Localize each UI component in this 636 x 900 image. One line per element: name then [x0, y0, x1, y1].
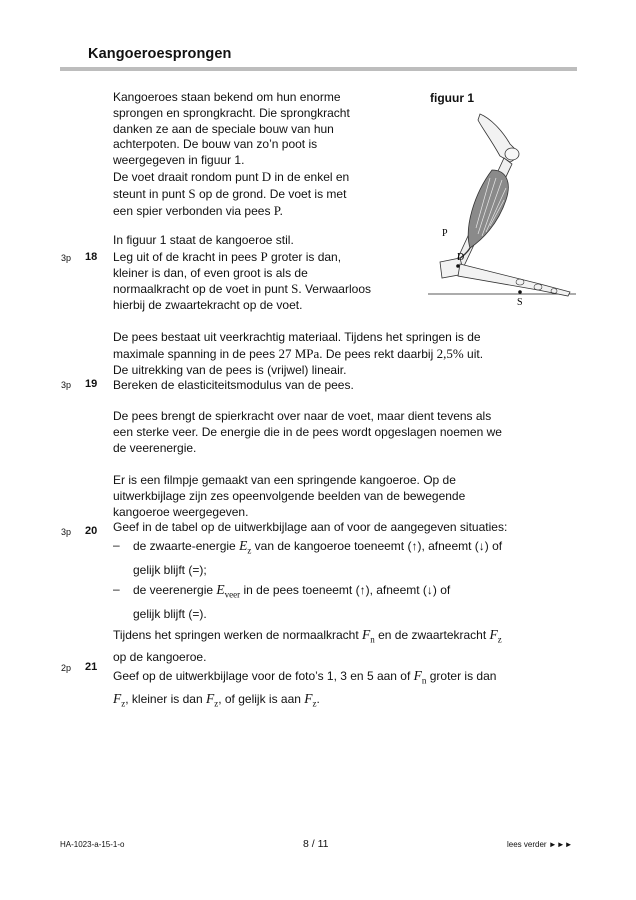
label-s: S — [517, 297, 523, 308]
q18-number: 18 — [85, 251, 98, 263]
q20-bullet: – de zwaarte-energie $E_z$ van de kangoeroe toeneemt (↑), afneemt (↓) of gelijk blijft (=); — [113, 538, 503, 577]
q20-lead: kangoeroe weergegeven. — [113, 504, 249, 519]
q20-lead: Er is een filmpje gemaakt van een springende kangoeroe. Op de — [113, 473, 456, 487]
q21-question: Geef op de uitwerkbijlage voor de foto’s 1, 3 en 5 aan of $F_n$ groter is dan — [113, 667, 497, 686]
footer-code: HA-1023-a-15-1-o — [60, 840, 125, 849]
intro-line: een spier verbonden via pees P. — [113, 202, 283, 218]
q20-number: 20 — [85, 525, 98, 537]
intro-line: Kangoeroes staan bekend om hun enorme — [113, 90, 341, 104]
intro-line: achterpoten. De bouw van zo’n poot is — [113, 137, 318, 152]
q18-points: 3p — [61, 253, 72, 263]
energy-paragraph — [113, 409, 502, 456]
q21-question: $F_z$, kleiner is dan $F_z$, of gelijk is aan $F_z$. — [113, 690, 320, 709]
page-title: Kangoeroesprongen — [88, 46, 232, 62]
intro-line: danken ze aan de speciale bouw van hun — [113, 121, 334, 136]
q21-number: 21 — [85, 661, 98, 673]
q20-bullet: – de veerenergie $E_{veer}$ in de pees toeneemt (↑), afneemt (↓) of gelijk blijft (=). — [113, 581, 451, 621]
intro-line: De voet draait rondom punt D in de enkel en — [113, 168, 350, 184]
figure-label: figuur 1 — [430, 91, 474, 105]
support-point-s — [518, 290, 522, 294]
title-divider — [60, 67, 577, 71]
intro-line: steunt in punt S op de grond. De voet is met — [113, 185, 347, 201]
intro-line: sprongen en sprongkracht. Die sprongkracht — [113, 105, 350, 120]
q19-line: De uitrekking van de pees is (vrijwel) lineair. — [113, 362, 347, 377]
footer-page-number: 8 / 11 — [303, 838, 329, 850]
q20-lead: uitwerkbijlage zijn zes opeenvolgende beelden van de bewegende — [113, 488, 466, 503]
calf-muscle — [468, 170, 508, 248]
footer-next: lees verder ►►► — [507, 840, 573, 849]
label-p: P — [442, 228, 448, 239]
q21-text — [113, 626, 502, 713]
q19-points: 3p — [61, 380, 72, 390]
q19-text — [113, 330, 483, 394]
q20-points: 3p — [61, 527, 72, 537]
q18-line: normaalkracht op de voet in punt S. Verwaarloos — [113, 281, 371, 297]
q18-text — [113, 233, 371, 314]
q21-points: 2p — [61, 663, 72, 673]
q20-text — [113, 473, 507, 624]
knee-joint — [505, 148, 519, 160]
q18-lead: In figuur 1 staat de kangoeroe stil. — [113, 233, 294, 247]
energy-line: De pees brengt de spierkracht over naar de voet, maar dient tevens als — [113, 409, 492, 423]
q19-number: 19 — [85, 378, 98, 390]
q21-lead: op de kangoeroe. — [113, 650, 207, 665]
q21-lead: Tijdens het springen werken de normaalkracht $F_n$ en de zwaartekracht $F_z$ — [113, 627, 502, 645]
q20-question: Geef in de tabel op de uitwerkbijlage aan of voor de aangegeven situaties: — [113, 520, 508, 535]
intro-paragraph — [113, 90, 350, 219]
foot-bones — [458, 264, 570, 296]
energy-line: een sterke veer. De energie die in de pees wordt opgeslagen noemen we — [113, 424, 502, 439]
kangaroo-leg-figure — [420, 108, 580, 313]
label-d: D — [457, 252, 465, 263]
q18-line: kleiner is dan, of even groot is als de — [113, 265, 308, 280]
q19-line: De pees bestaat uit veerkrachtig materiaal. Tijdens het springen is de — [113, 330, 481, 344]
energy-line: de veerenergie. — [113, 440, 197, 455]
q18-line: hierbij de zwaartekracht op de voet. — [113, 298, 303, 313]
q18-line: Leg uit of de kracht in pees P groter is dan, — [113, 248, 342, 264]
q19-line: maximale spanning in de pees 27 MPa. De pees rekt daarbij 2,5% uit. — [113, 345, 484, 361]
q19-question: Bereken de elasticiteitsmodulus van de pees. — [113, 378, 354, 393]
intro-line: weergegeven in figuur 1. — [113, 153, 245, 168]
